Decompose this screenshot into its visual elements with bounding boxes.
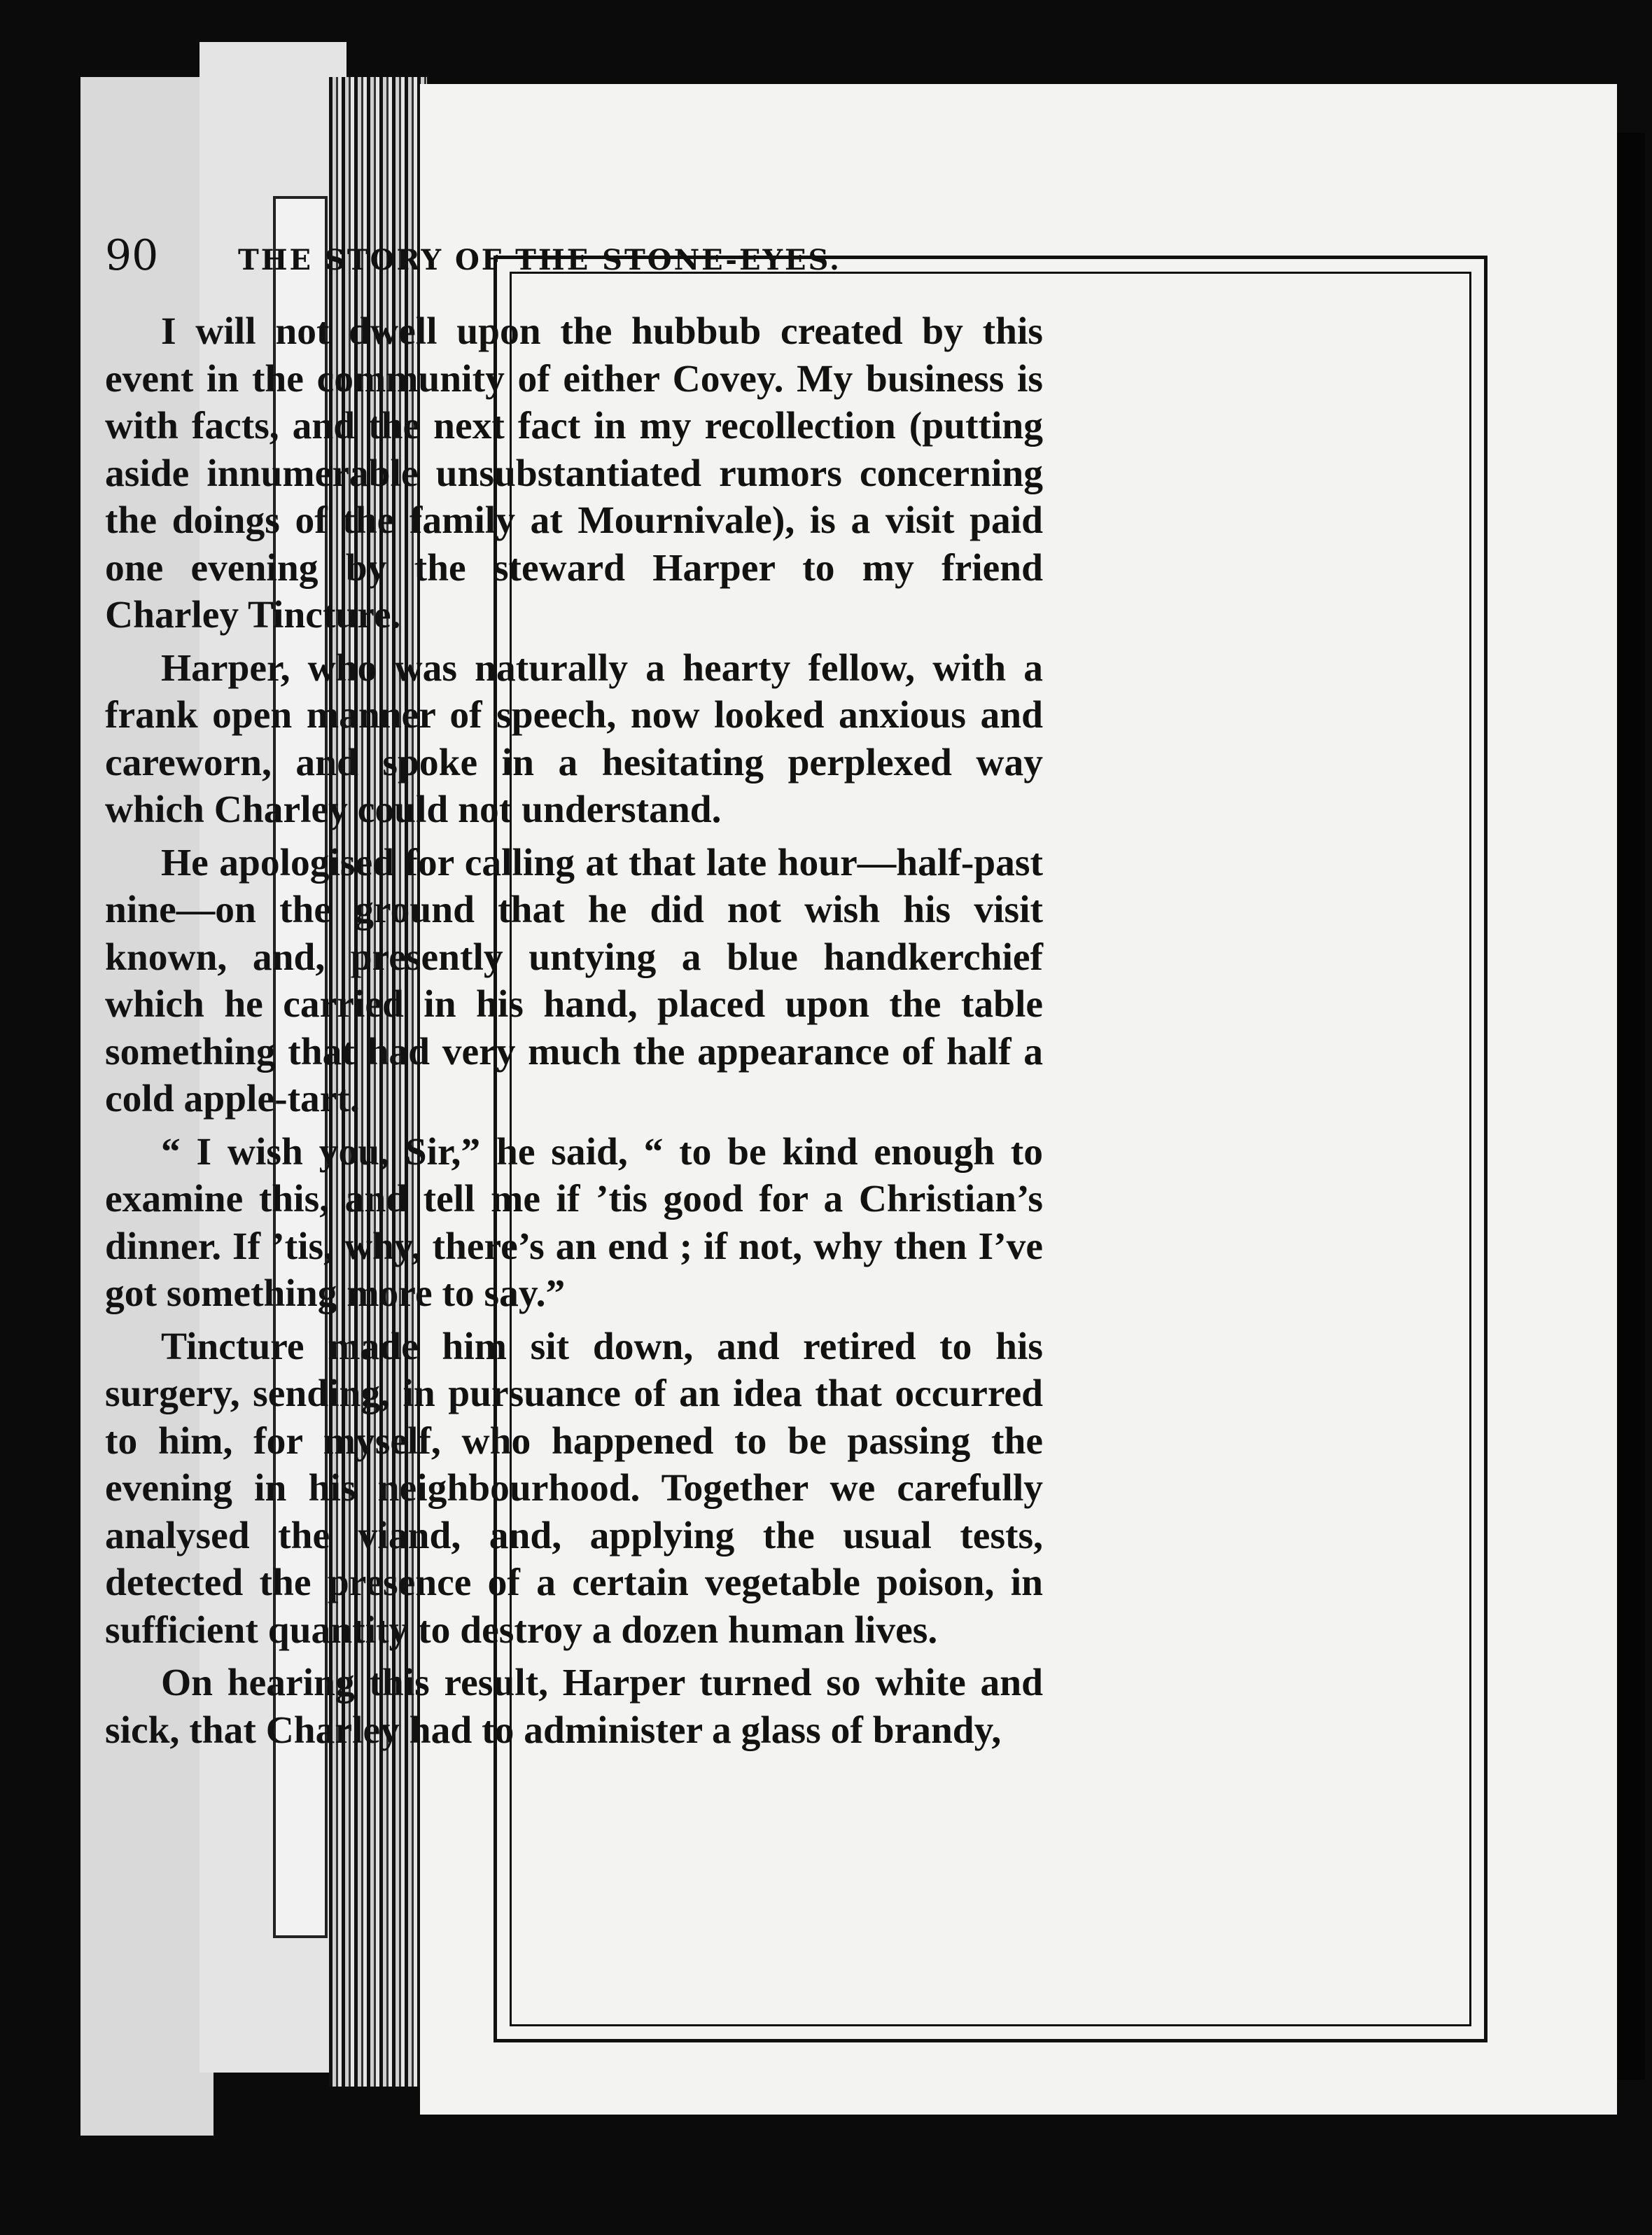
running-head: THE STORY OF THE STONE-EYES. — [238, 244, 841, 277]
page-content — [105, 231, 1043, 1754]
paragraph: Harper, who was naturally a hearty fellow, with a frank open manner of speech, now looked anxious and careworn, and spoke in a hesitating perplexed way which Charley could not understand. — [105, 646, 1043, 831]
paragraph: I will not dwell upon the hubbub created by this event in the community of either Covey. My business is with facts, and the next fact in my recollection (putting aside innumerable unsubstantiated rumors concerning the doings of the family at Mournivale), is a visit paid one evening by the steward Harper to my friend Charley Tincture. — [105, 310, 1043, 636]
paragraph: On hearing this result, Harper turned so white and sick, that Charley had to administer a glass of brandy, — [105, 1662, 1043, 1752]
paragraph: He apologised for calling at that late hour—half-past nine—on the ground that he did not wish his visit known, and, presently untying a blue handkerchief which he carried in his hand, placed upon the table something that had very much the appearance of half a cold apple-tart. — [105, 841, 1043, 1120]
page-number: 90 — [105, 231, 159, 280]
paragraph: Tincture made him sit down, and retired to his surgery, sending, in pursuance of an idea that occurred to him, for myself, who happened to be passing the evening in his neighbourhood. Together we carefully analysed the viand, and, applying the usual tests, detected the presence of a certain vegetable poison, in sufficient quantity to destroy a dozen human lives. — [105, 1325, 1043, 1652]
paragraph: “ I wish you, Sir,” he said, “ to be kind enough to examine this, and tell me if ’tis good for a Christian’s dinner. If ’tis, why, there’s an end ; if not, why then I’ve got something more to say.” — [105, 1130, 1043, 1315]
page-header — [105, 231, 1043, 294]
